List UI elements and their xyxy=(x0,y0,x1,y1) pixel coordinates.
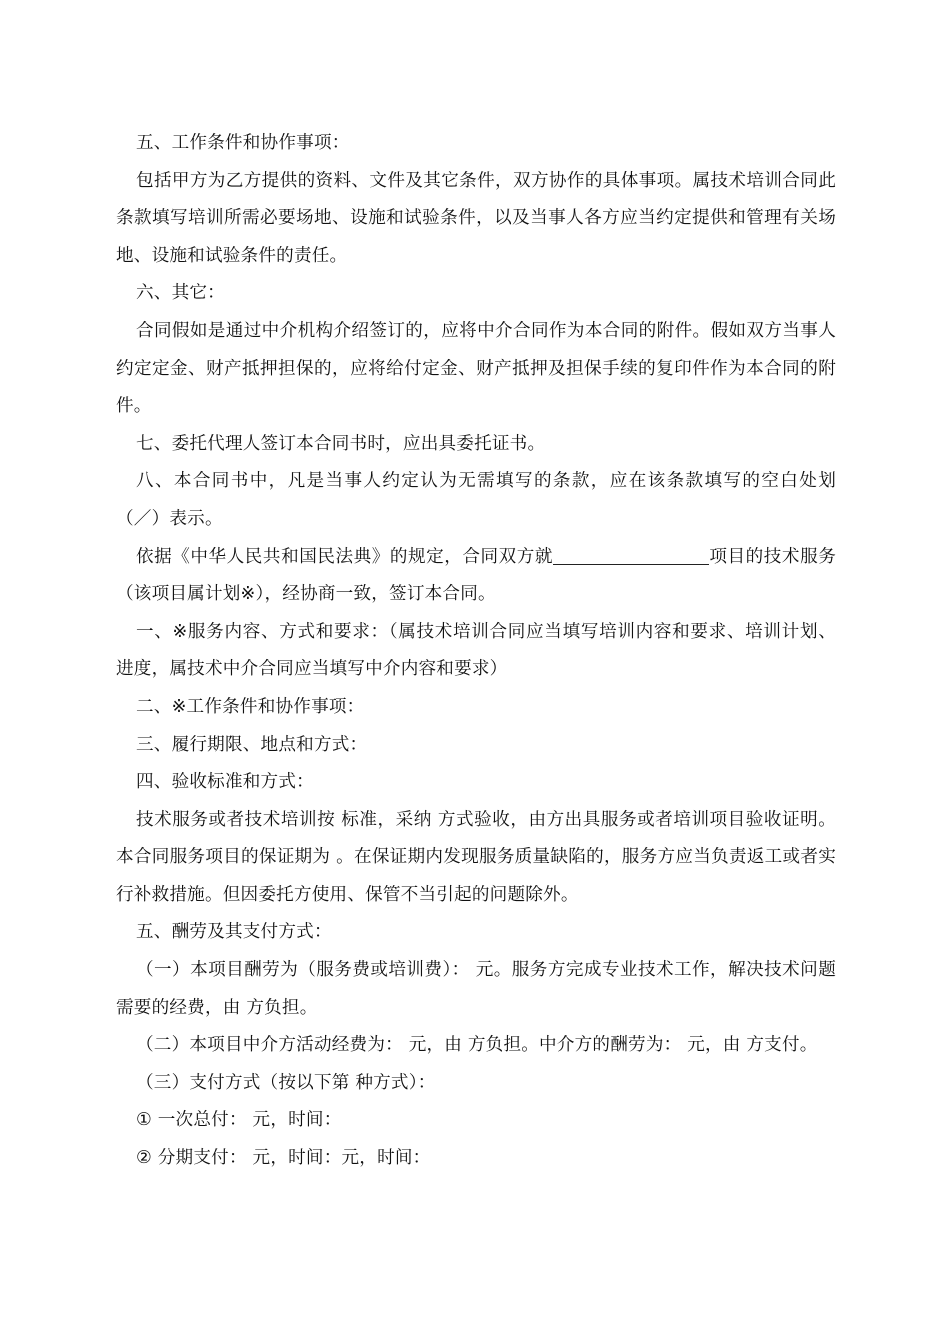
work-conditions-paragraph: 包括甲方为乙方提供的资料、文件及其它条件，双方协作的具体事项。属技术培训合同此条款填写培训所需必要场地、设施和试验条件，以及当事人各方应当约定提供和管理有关场地、设施和试验条件的责任。 xyxy=(116,170,836,266)
project-name-blank xyxy=(553,546,709,565)
remuneration-item-one: （一）本项目酬劳为（服务费或培训费）： 元。服务方完成专业技术工作，解决技术问题需要的经费，由 方负担。 xyxy=(116,960,836,1018)
document-body xyxy=(116,125,836,1178)
payment-option-installments: ② 分期支付： 元，时间：元，时间： xyxy=(136,1148,431,1169)
clause-seven: 七、委托代理人签订本合同书时，应出具委托证书。 xyxy=(136,433,546,454)
acceptance-paragraph: 技术服务或者技术培训按 标准，采纳 方式验收，由方出具服务或者培训项目验收证明。本合同服务项目的保证期为 。在保证期内发现服务质量缺陷的，服务方应当负责返工或者实行补救措施。但因委托方使用、保管不当引起的问题除外。 xyxy=(116,809,836,905)
clause-eight: 八、本合同书中，凡是当事人约定认为无需填写的条款，应在该条款填写的空白处划（／）表示。 xyxy=(116,471,836,529)
basis-text-before: 依据《中华人民共和国民法典》的规定，合同双方就 xyxy=(136,546,554,567)
payment-option-lump-sum: ① 一次总付： 元，时间： xyxy=(136,1110,342,1131)
clause-remuneration-heading: 五、酬劳及其支付方式： xyxy=(136,922,332,943)
remuneration-item-three: （三）支付方式（按以下第 种方式）： xyxy=(136,1072,436,1093)
clause-work-conditions: 二、※工作条件和协作事项： xyxy=(136,696,365,717)
section-heading-work-conditions: 五、工作条件和协作事项： xyxy=(136,133,350,153)
section-heading-other: 六、其它： xyxy=(136,283,225,304)
remuneration-item-two: （二）本项目中介方活动经费为： 元，由 方负担。中介方的酬劳为： 元，由 方支付。 xyxy=(136,1035,818,1056)
basis-paragraph xyxy=(116,539,836,614)
basis-text-after: 项目的技术服务（该项目属计划※），经协商一致，签订本合同。 xyxy=(116,546,836,605)
other-paragraph: 合同假如是通过中介机构介绍签订的，应将中介合同作为本合同的附件。假如双方当事人约定定金、财产抵押担保的，应将给付定金、财产抵押及担保手续的复印件作为本合同的附件。 xyxy=(116,320,836,417)
clause-term-place-method: 三、履行期限、地点和方式： xyxy=(136,734,368,755)
clause-service-content: 一、※服务内容、方式和要求：（属技术培训合同应当填写培训内容和要求、培训计划、进度，属技术中介合同应当填写中介内容和要求） xyxy=(116,621,836,680)
clause-acceptance-heading: 四、验收标准和方式： xyxy=(136,772,314,793)
